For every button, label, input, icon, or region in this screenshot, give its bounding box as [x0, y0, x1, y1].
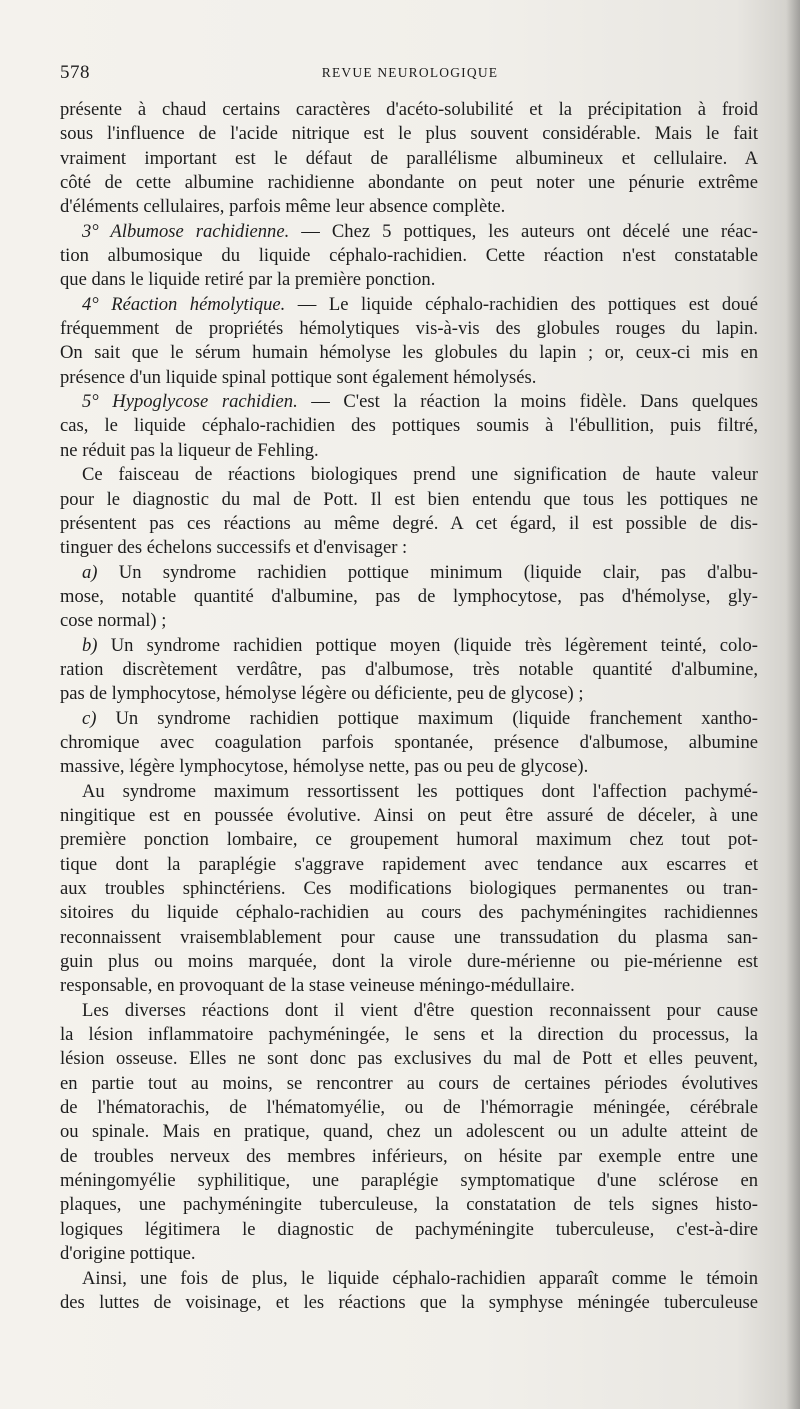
- item-lead: 4° Réaction hémolytique.: [82, 293, 286, 315]
- text-line: [60, 414, 758, 438]
- text-line: [60, 1145, 758, 1169]
- line-text: présente à chaud certains caractères d'acéto-solubilité et la précipitation à froid: [60, 99, 758, 120]
- text-line: [60, 390, 758, 414]
- text-line: [60, 1072, 758, 1096]
- line-text: la lésion inflammatoire pachyméningée, le sens et la direction du processus, la: [60, 1024, 758, 1046]
- line-text: — Chez 5 pottiques, les auteurs ont décelé une réac-: [289, 220, 758, 242]
- line-text: responsable, en provoquant de la stase veineuse méningo-médullaire.: [60, 975, 575, 997]
- text-line: [60, 1193, 758, 1217]
- line-text: ration discrètement verdâtre, pas d'albumose, très notable quantité d'albumine,: [60, 658, 758, 680]
- text-line: [60, 488, 758, 512]
- text-line: [60, 1291, 758, 1315]
- item-lead: a): [82, 561, 98, 583]
- line-text: vraiment important est le défaut de parallélisme albumineux et cellulaire. A: [60, 147, 758, 169]
- line-text: d'éléments cellulaires, parfois même leur absence complète.: [60, 196, 506, 218]
- line-text: mose, notable quantité d'albumine, pas de lymphocytose, pas d'hémolyse, gly-: [60, 585, 758, 607]
- text-line: [60, 780, 758, 804]
- line-text: côté de cette albumine rachidienne abondante on peut noter une pénurie extrême: [60, 172, 758, 194]
- text-line: [60, 512, 758, 536]
- line-text: guin plus ou moins marquée, dont la virole dure-mérienne ou pie-mérienne est: [60, 951, 758, 973]
- line-text: aux troubles sphinctériens. Ces modifications biologiques permanentes ou tran-: [60, 878, 758, 899]
- line-text: cas, le liquide céphalo-rachidien des pottiques soumis à l'ébullition, puis filtré,: [60, 415, 758, 437]
- line-text: Les diverses réactions dont il vient d'être question reconnaissent pour cause: [82, 999, 758, 1021]
- text-line: [60, 1169, 758, 1193]
- text-line: [60, 585, 758, 609]
- text-line: [60, 439, 758, 463]
- line-text: Un syndrome rachidien pottique minimum (liquide clair, pas d'albu-: [97, 561, 758, 583]
- line-text: lésion osseuse. Elles ne sont donc pas exclusives du mal de Pott et elles peuvent,: [60, 1048, 758, 1070]
- line-text: de troubles nerveux des membres inférieurs, on hésite par exemple entre une: [60, 1145, 758, 1167]
- text-line: [60, 950, 758, 974]
- text-line: [60, 877, 758, 901]
- line-text: présentent pas ces réactions au même degré. A cet égard, il est possible de dis-: [60, 512, 758, 534]
- item-lead: c): [82, 707, 97, 729]
- line-text: fréquemment de propriétés hémolytiques vis-à-vis des globules rouges du lapin.: [60, 318, 758, 340]
- line-text: pas de lymphocytose, hémolyse légère ou déficiente, peu de glycose) ;: [60, 683, 584, 705]
- line-text: des luttes de voisinage, et les réactions que la symphyse méningée tuberculeuse: [60, 1291, 758, 1313]
- text-line: [60, 317, 758, 341]
- text-line: [60, 901, 758, 925]
- text-line: [60, 268, 758, 292]
- running-head: REVUE NEUROLOGIQUE: [321, 65, 499, 80]
- item-lead: 5° Hypoglycose rachidien.: [82, 391, 298, 413]
- line-text: Ce faisceau de réactions biologiques prend une signification de haute valeur: [82, 464, 758, 486]
- line-text: reconnaissent vraisemblablement pour cause une transsudation du plasma san-: [60, 926, 758, 948]
- page-number: 578: [60, 62, 90, 83]
- text-line: [60, 1267, 758, 1291]
- text-line: [60, 463, 758, 487]
- line-text: de l'hématorachis, de l'hématomyélie, ou de l'hémorragie méningée, cérébrale: [60, 1097, 758, 1119]
- text-line: [60, 1218, 758, 1242]
- text-line: [60, 98, 758, 122]
- text-line: [60, 561, 758, 585]
- text-line: [60, 609, 758, 633]
- line-text: On sait que le sérum humain hémolyse les globules du lapin ; or, ceux-ci mis en: [60, 342, 758, 364]
- page-header: [60, 62, 760, 86]
- text-line: [60, 1120, 758, 1144]
- text-line: [60, 853, 758, 877]
- line-text: Ainsi, une fois de plus, le liquide céphalo-rachidien apparaît comme le témoin: [82, 1267, 758, 1289]
- text-line: [60, 366, 758, 390]
- text-line: [60, 536, 758, 560]
- text-line: [60, 999, 758, 1023]
- line-text: ningitique est en poussée évolutive. Ainsi on peut être assuré de déceler, à une: [60, 804, 758, 826]
- line-text: d'origine pottique.: [60, 1243, 196, 1265]
- text-line: [60, 171, 758, 195]
- text-line: [60, 804, 758, 828]
- text-line: [60, 1023, 758, 1047]
- text-line: [60, 707, 758, 731]
- line-text: méningomyélie syphilitique, une paraplégie symptomatique d'une sclérose en: [60, 1170, 758, 1192]
- text-line: [60, 220, 758, 244]
- line-text: ou spinale. Mais en pratique, quand, chez un adolescent ou un adulte atteint de: [60, 1121, 758, 1143]
- text-line: [60, 926, 758, 950]
- line-text: Un syndrome rachidien pottique moyen (liquide très légèrement teinté, colo-: [97, 634, 758, 656]
- line-text: pour le diagnostic du mal de Pott. Il est bien entendu que tous les pottiques ne: [60, 488, 758, 510]
- text-line: [60, 974, 758, 998]
- text-line: [60, 828, 758, 852]
- line-text: tique dont la paraplégie s'aggrave rapidement avec tendance aux escarres et: [60, 853, 758, 875]
- line-text: massive, légère lymphocytose, hémolyse nette, pas ou peu de glycose).: [60, 756, 589, 778]
- line-text: tinguer des échelons successifs et d'envisager :: [60, 537, 408, 559]
- text-line: [60, 634, 758, 658]
- line-text: en partie tout au moins, se rencontrer au cours de certaines périodes évolutives: [60, 1072, 758, 1094]
- line-text: sous l'influence de l'acide nitrique est le plus souvent considérable. Mais le fait: [60, 123, 758, 145]
- text-line: [60, 682, 758, 706]
- line-text: première ponction lombaire, ce groupement humoral maximum chez tout pot-: [60, 829, 758, 851]
- line-text: logiques légitimera le diagnostic de pachyméningite tuberculeuse, c'est-à-dire: [60, 1218, 758, 1240]
- text-line: [60, 341, 758, 365]
- text-line: [60, 1242, 758, 1266]
- line-text: sitoires du liquide céphalo-rachidien au cours des pachyméningites rachidiennes: [60, 902, 758, 924]
- text-line: [60, 1096, 758, 1120]
- item-lead: 3° Albumose rachidienne.: [82, 220, 290, 242]
- line-text: chromique avec coagulation parfois spontanée, présence d'albumose, albumine: [60, 731, 758, 753]
- text-line: [60, 244, 758, 268]
- text-line: [60, 293, 758, 317]
- text-line: [60, 658, 758, 682]
- text-line: [60, 731, 758, 755]
- text-line: [60, 147, 758, 171]
- line-text: ne réduit pas la liqueur de Fehling.: [60, 439, 319, 461]
- text-line: [60, 195, 758, 219]
- text-line: [60, 122, 758, 146]
- text-line: [60, 755, 758, 779]
- line-text: cose normal) ;: [60, 610, 167, 632]
- line-text: — Le liquide céphalo-rachidien des pottiques est doué: [285, 293, 758, 315]
- item-lead: b): [82, 634, 98, 656]
- line-text: que dans le liquide retiré par la première ponction.: [60, 269, 436, 291]
- text-line: [60, 1047, 758, 1071]
- line-text: plaques, une pachyméningite tuberculeuse, la constatation de tels signes histo-: [60, 1194, 758, 1216]
- line-text: tion albumosique du liquide céphalo-rachidien. Cette réaction n'est constatable: [60, 245, 758, 267]
- line-text: Au syndrome maximum ressortissent les pottiques dont l'affection pachymé-: [82, 780, 758, 802]
- article-body: [60, 98, 758, 1315]
- line-text: présence d'un liquide spinal pottique sont également hémolysés.: [60, 366, 537, 388]
- line-text: — C'est la réaction la moins fidèle. Dans quelques: [297, 391, 759, 413]
- line-text: Un syndrome rachidien pottique maximum (liquide franchement xantho-: [96, 707, 758, 729]
- page-edge-shadow: [786, 0, 800, 1409]
